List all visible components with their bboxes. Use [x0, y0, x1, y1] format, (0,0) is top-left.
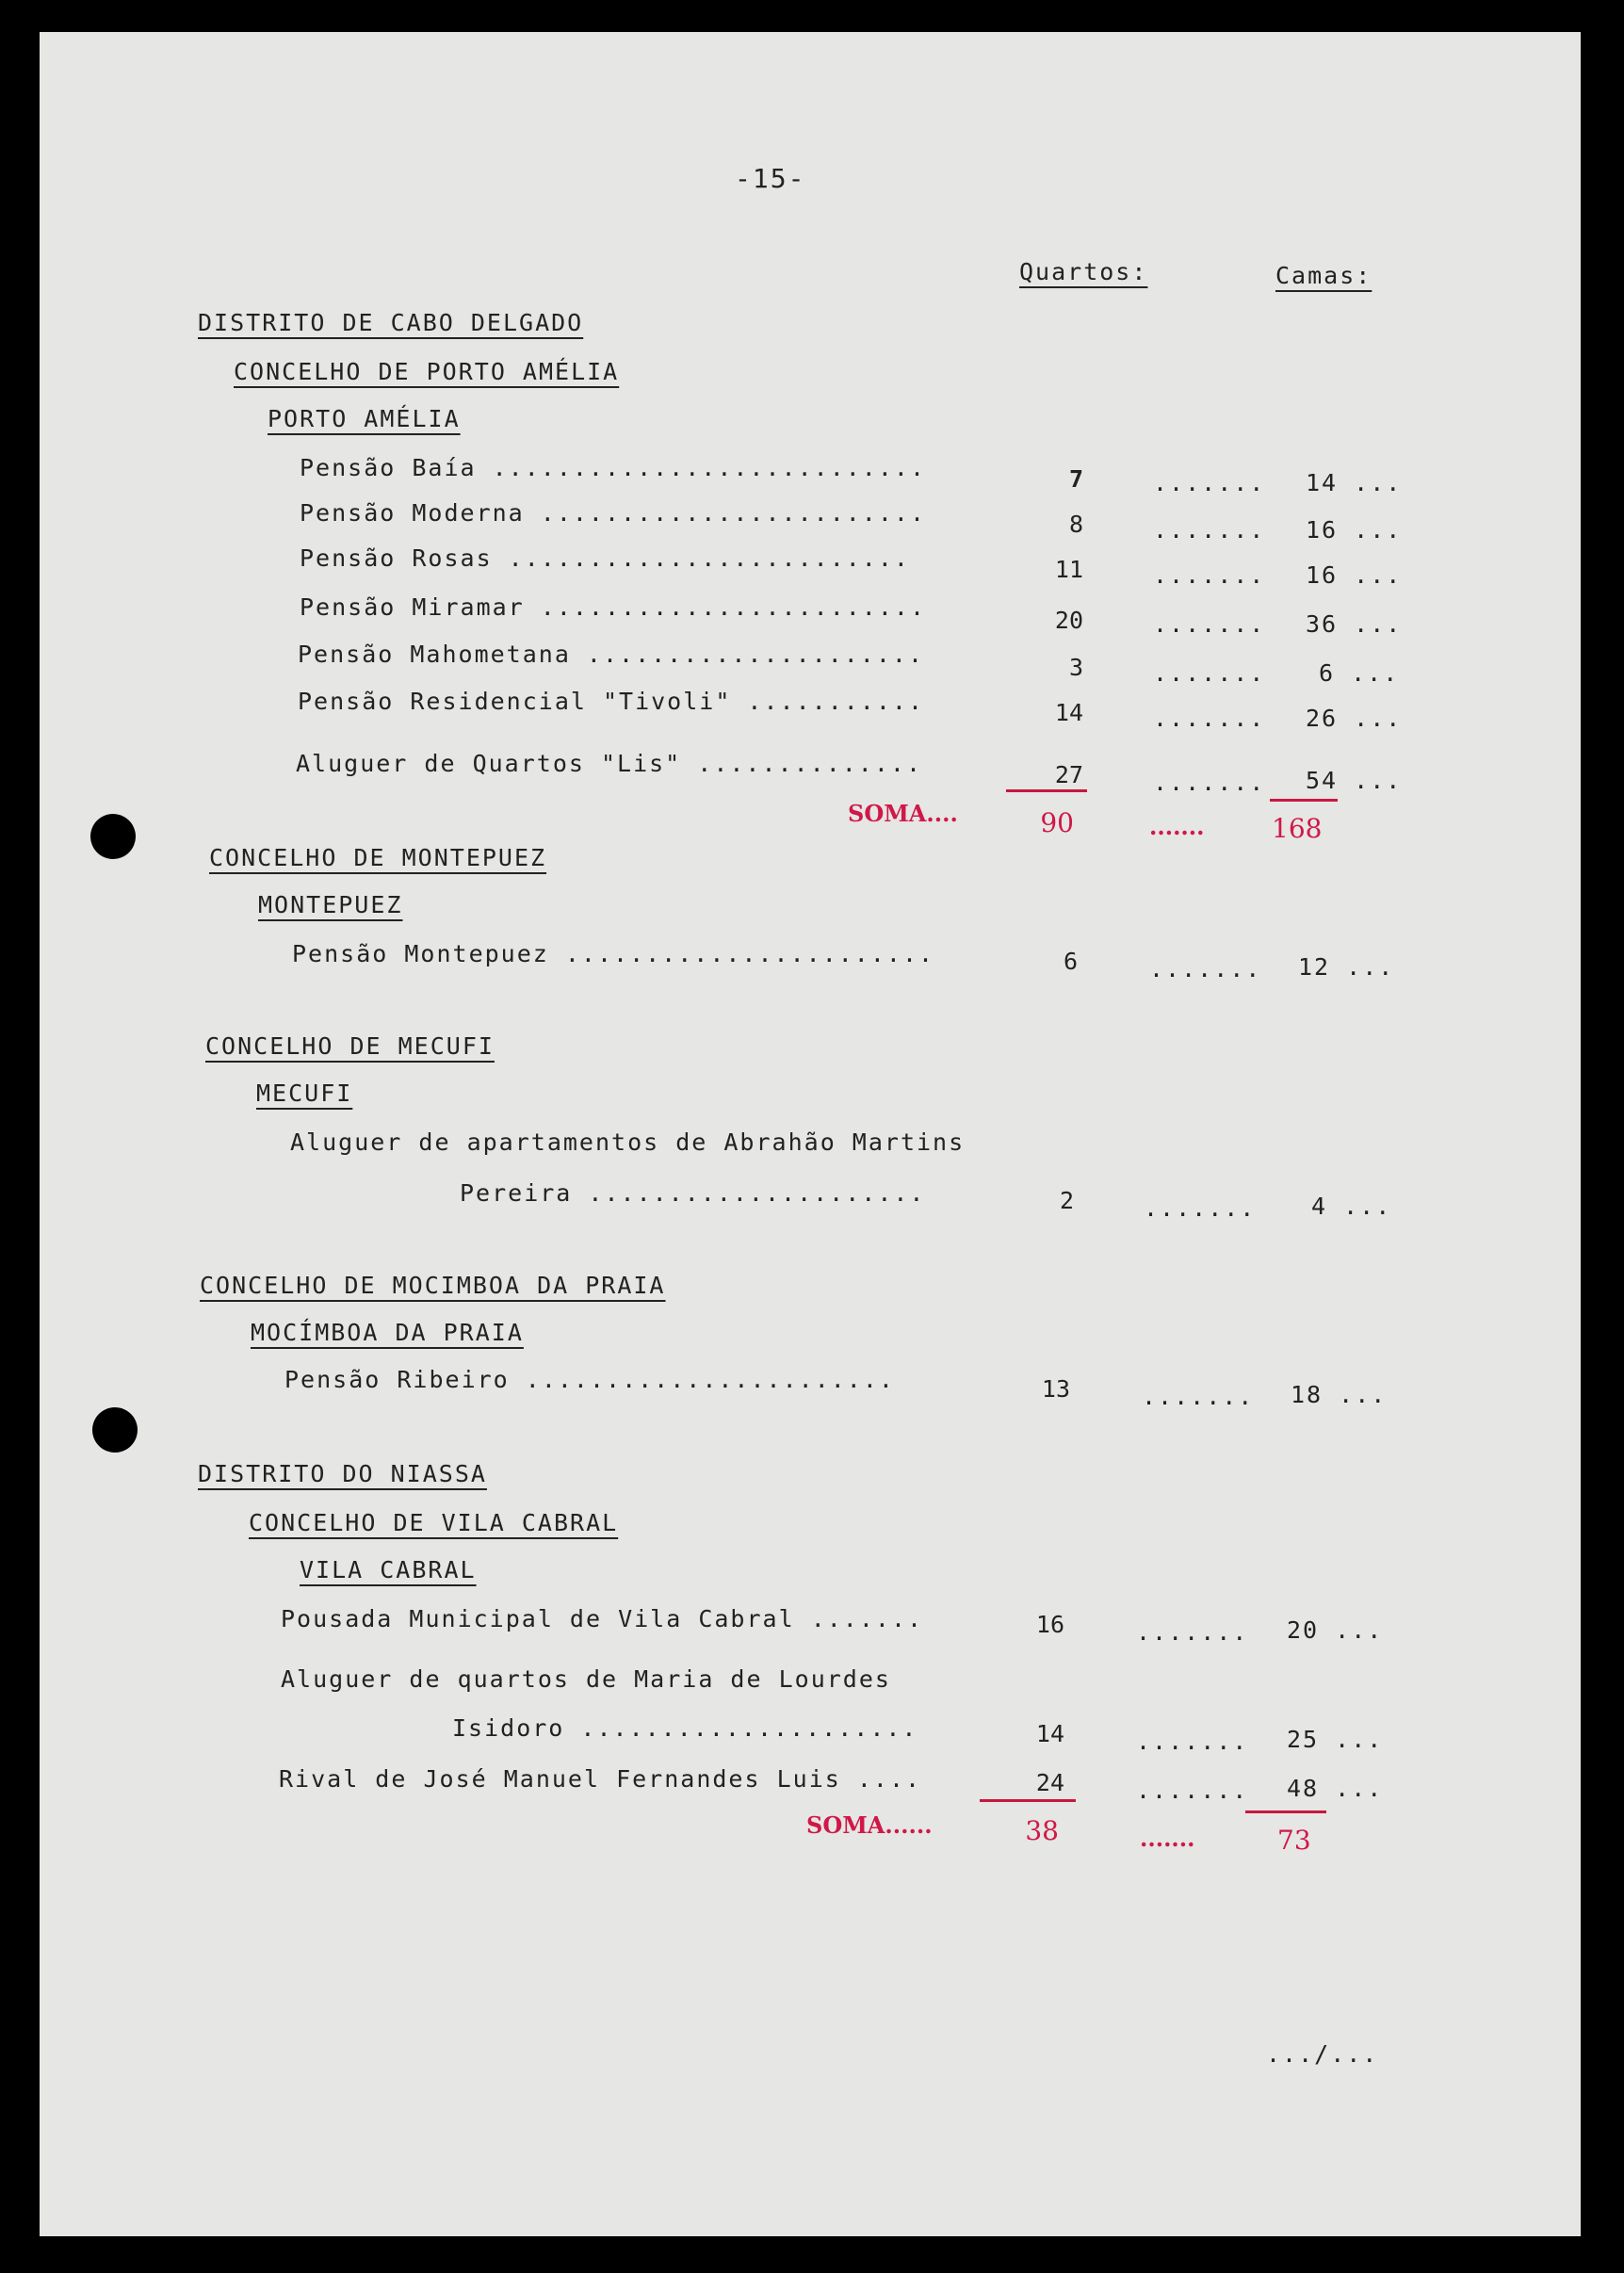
row-camas: 6 ... [1319, 659, 1400, 687]
row-dots: ....... [1149, 955, 1262, 982]
row-quartos: 2 [1059, 1187, 1074, 1214]
row-quartos: 6 [1063, 948, 1078, 975]
soma-label: SOMA...... [806, 1811, 933, 1839]
row-camas: 48 ... [1287, 1775, 1384, 1802]
place-title: MECUFI [256, 1080, 353, 1107]
sum-rule-camas [1245, 1810, 1326, 1813]
row-camas: 36 ... [1306, 610, 1403, 638]
row-dots: ....... [1153, 516, 1266, 544]
row-name: Aluguer de quartos de Maria de Lourdes [281, 1665, 891, 1693]
row-quartos: 11 [1054, 556, 1083, 583]
soma-dots: ....... [1140, 1825, 1195, 1852]
row-name: Pensão Ribeiro ....................... [284, 1366, 895, 1393]
row-name: Rival de José Manuel Fernandes Luis .... [279, 1765, 922, 1793]
row-camas: 16 ... [1306, 561, 1403, 589]
row-camas: 12 ... [1298, 953, 1395, 981]
soma-quartos: 90 [1040, 807, 1074, 838]
row-name: Aluguer de Quartos "Lis" .............. [296, 750, 922, 777]
row-name-cont: Isidoro ..................... [452, 1714, 918, 1742]
row-camas: 14 ... [1306, 469, 1403, 496]
row-dots: ....... [1153, 659, 1266, 687]
soma-quartos: 38 [1025, 1815, 1059, 1846]
concelho-title: CONCELHO DE MECUFI [205, 1032, 495, 1060]
row-name: Pensão Mahometana ..................... [298, 641, 924, 668]
row-name: Pensão Montepuez ....................... [292, 940, 935, 967]
row-dots: ....... [1153, 705, 1266, 732]
concelho-title: CONCELHO DE MOCIMBOA DA PRAIA [200, 1272, 666, 1299]
row-dots: ....... [1153, 561, 1266, 589]
sum-rule-quartos [980, 1799, 1076, 1802]
sum-rule-camas [1270, 799, 1338, 802]
row-quartos: 14 [1035, 1720, 1064, 1747]
row-quartos: 13 [1041, 1375, 1070, 1403]
row-quartos: 16 [1035, 1611, 1064, 1638]
row-dots: ....... [1136, 1618, 1249, 1646]
punch-hole [90, 814, 136, 859]
row-dots: ....... [1144, 1194, 1257, 1222]
row-quartos: 3 [1068, 654, 1083, 681]
sum-rule-quartos [1006, 789, 1087, 792]
row-name: Pousada Municipal de Vila Cabral ....... [281, 1605, 924, 1632]
row-dots: ....... [1153, 769, 1266, 796]
row-dots: ....... [1136, 1777, 1249, 1804]
concelho-title: CONCELHO DE VILA CABRAL [249, 1509, 619, 1536]
page-number: -15- [735, 163, 806, 194]
row-name: Pensão Rosas ......................... [300, 544, 910, 572]
row-dots: ....... [1153, 610, 1266, 638]
row-name: Pensão Residencial "Tivoli" ........... [298, 688, 924, 715]
district-title: DISTRITO DO NIASSA [198, 1460, 487, 1487]
row-camas: 16 ... [1306, 516, 1403, 544]
continuation-marker: .../... [1266, 2040, 1379, 2068]
concelho-title: CONCELHO DE MONTEPUEZ [209, 844, 547, 871]
soma-camas: 73 [1277, 1825, 1311, 1856]
row-camas: 26 ... [1306, 705, 1403, 732]
row-name: Aluguer de apartamentos de Abrahão Martins [290, 1128, 966, 1156]
place-title: MOCÍMBOA DA PRAIA [251, 1319, 524, 1346]
row-quartos: 27 [1054, 761, 1083, 788]
column-header-quartos: Quartos: [1019, 258, 1148, 285]
row-dots: ....... [1153, 469, 1266, 496]
soma-dots: ....... [1149, 813, 1205, 840]
row-name-cont: Pereira ..................... [460, 1179, 926, 1207]
row-quartos: 14 [1054, 699, 1083, 726]
place-title: PORTO AMÉLIA [268, 405, 461, 432]
row-dots: ....... [1142, 1383, 1255, 1410]
row-name: Pensão Baía ........................... [300, 454, 926, 481]
row-quartos: 20 [1054, 607, 1083, 634]
row-camas: 20 ... [1287, 1616, 1384, 1644]
punch-hole [92, 1407, 138, 1453]
row-quartos: 7 [1068, 465, 1083, 493]
row-camas: 54 ... [1306, 767, 1403, 794]
soma-label: SOMA.... [848, 800, 958, 827]
row-name: Pensão Moderna ........................ [300, 499, 926, 527]
row-quartos: 8 [1068, 511, 1083, 538]
soma-camas: 168 [1272, 813, 1323, 844]
concelho-title: CONCELHO DE PORTO AMÉLIA [234, 358, 620, 385]
row-dots: ....... [1136, 1728, 1249, 1755]
row-quartos: 24 [1035, 1769, 1064, 1796]
row-camas: 18 ... [1291, 1381, 1388, 1408]
column-header-camas: Camas: [1275, 262, 1372, 289]
district-title: DISTRITO DE CABO DELGADO [198, 309, 584, 336]
row-name: Pensão Miramar ........................ [300, 593, 926, 621]
row-camas: 25 ... [1287, 1726, 1384, 1753]
place-title: VILA CABRAL [300, 1556, 477, 1583]
place-title: MONTEPUEZ [258, 891, 403, 918]
row-camas: 4 ... [1311, 1193, 1392, 1220]
